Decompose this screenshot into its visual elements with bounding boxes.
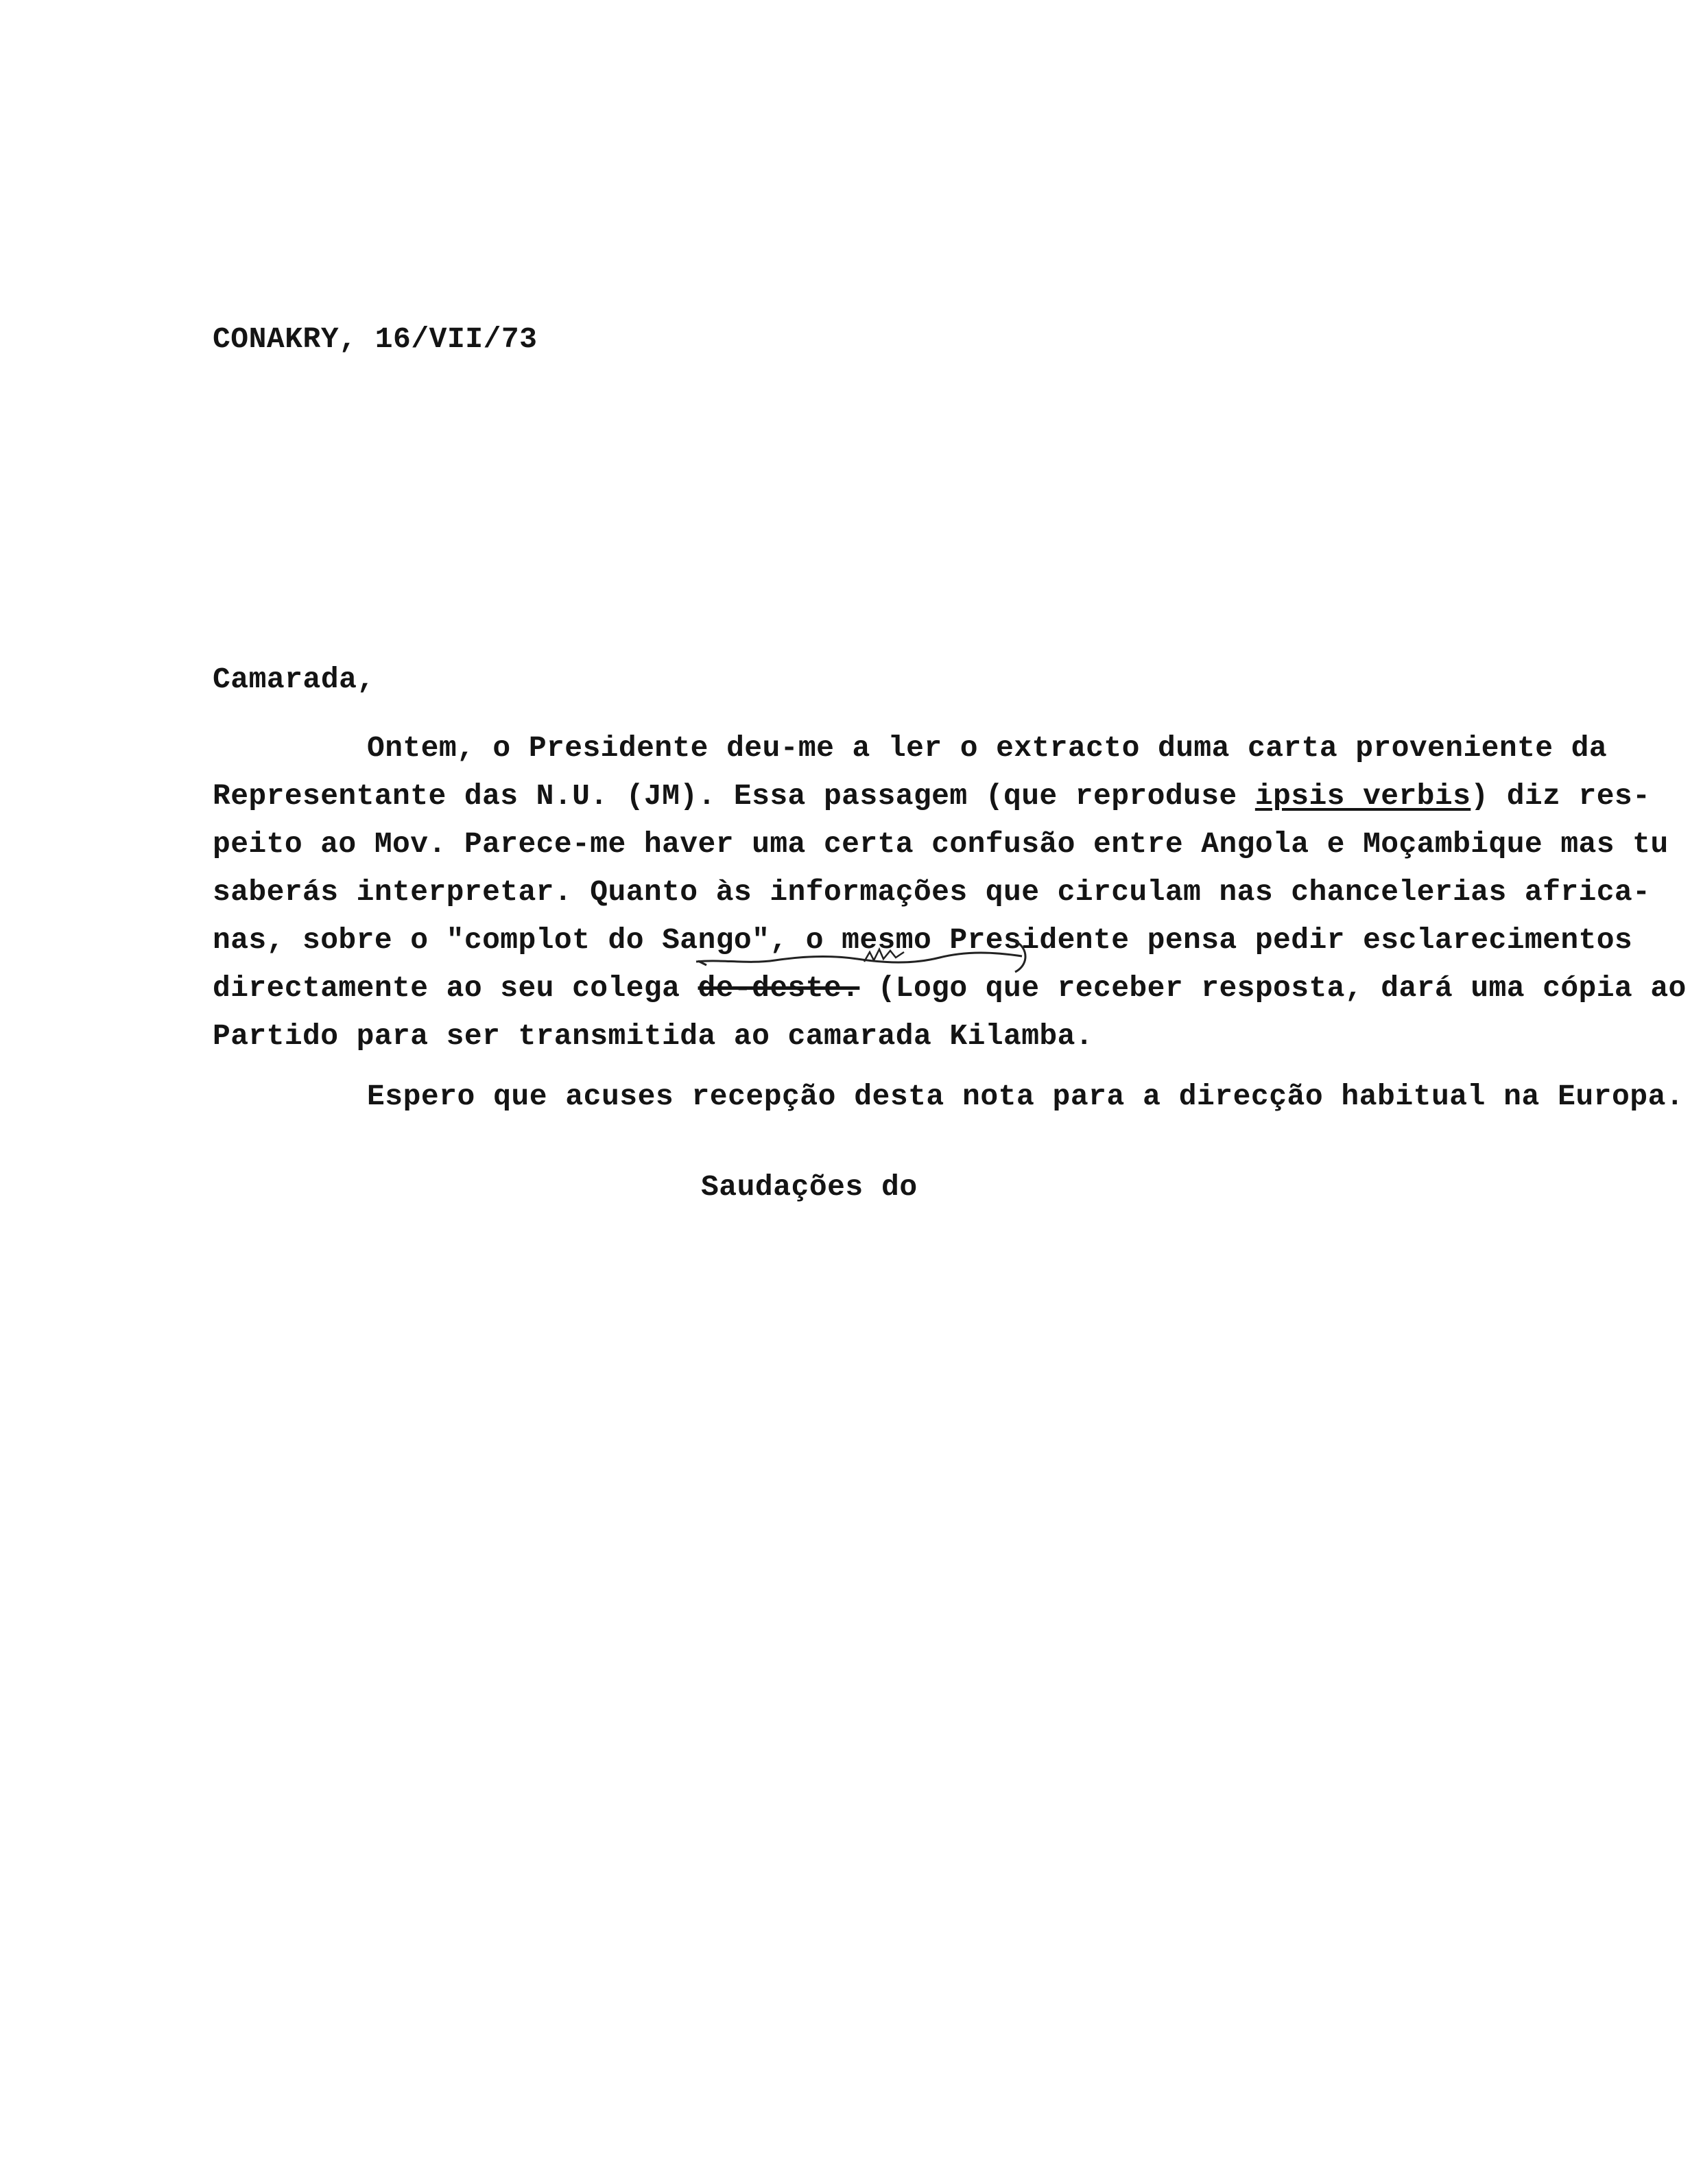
body-line-1: Ontem, o Presidente deu-me a ler o extracto duma carta proveniente da — [367, 731, 1608, 765]
body-line-6-text-c: (Logo que receber resposta, dará uma cópia ao — [859, 971, 1687, 1005]
body-line-5: nas, sobre o "complot do Sango", o mesmo Presidente pensa pedir esclarecimentos — [213, 923, 1633, 957]
body-paragraph — [213, 724, 1687, 1060]
signoff: Saudações do — [701, 1170, 918, 1204]
struck-out-text: de-deste. — [698, 971, 860, 1005]
body-line-6-text-a: directamente ao seu colega — [213, 971, 698, 1005]
dateline: CONAKRY, 16/VII/73 — [213, 322, 538, 356]
body-line-3: peito ao Mov. Parece-me haver uma certa confusão entre Angola e Moçambique mas tu — [213, 827, 1669, 861]
body-line-7: Partido para ser transmitida ao camarada Kilamba. — [213, 1019, 1094, 1053]
closing-line: Espero que acuses recepção desta nota para a direcção habitual na Europa. — [367, 1080, 1685, 1113]
ipsis-verbis-underlined: ipsis verbis — [1254, 779, 1471, 813]
salutation: Camarada, — [213, 663, 375, 696]
handwritten-insertion-mark — [693, 934, 1036, 975]
body-line-2-text-c: ) diz res- — [1471, 779, 1651, 813]
body-line-2 — [213, 772, 1651, 820]
body-line-2-text-a: Representante das N.U. (JM). Essa passagem (que reproduse — [213, 779, 1255, 813]
body-line-4: saberás interpretar. Quanto às informações que circulam nas chancelerias africa- — [213, 875, 1651, 909]
